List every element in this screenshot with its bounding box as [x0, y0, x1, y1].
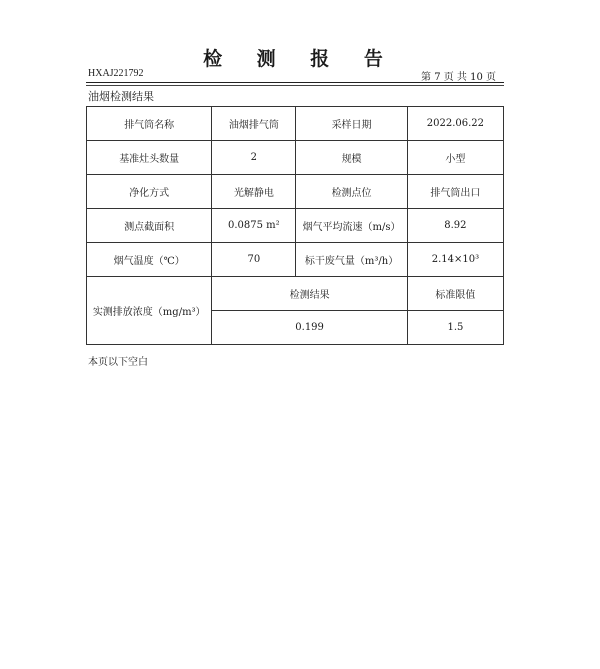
- table-cell: 0.0875 m²: [212, 209, 296, 243]
- table-cell: 测点截面积: [87, 209, 212, 243]
- table-row: [87, 107, 504, 141]
- header-rule-thick: [86, 82, 504, 83]
- limit-header-cell: 标准限值: [407, 277, 503, 311]
- header-rule-thin: [86, 85, 504, 86]
- table-cell: 2.14×10³: [407, 243, 503, 277]
- end-of-page-note: 本页以下空白: [88, 357, 148, 368]
- table-cell: 烟气温度（℃）: [87, 243, 212, 277]
- table-cell: 检测点位: [296, 175, 408, 209]
- table-row: [87, 209, 504, 243]
- table-cell: 小型: [407, 141, 503, 175]
- emission-label-cell: 实测排放浓度（mg/m³）: [87, 277, 212, 345]
- table-cell: 标干废气量（m³/h）: [296, 243, 408, 277]
- table-cell: 2: [212, 141, 296, 175]
- result-value-cell: 0.199: [212, 311, 407, 345]
- table-cell: 油烟排气筒: [212, 107, 296, 141]
- table-row: [87, 277, 504, 311]
- report-title: 检 测 报 告: [203, 48, 397, 70]
- table-cell: 净化方式: [87, 175, 212, 209]
- table-row: [87, 175, 504, 209]
- result-table: [86, 106, 504, 345]
- table-cell: 烟气平均流速（m/s）: [296, 209, 408, 243]
- table-cell: 排气筒名称: [87, 107, 212, 141]
- report-number: HXAJ221792: [88, 68, 144, 79]
- page-number: 第 7 页 共 10 页: [421, 72, 496, 83]
- section-title: 油烟检测结果: [88, 90, 154, 103]
- result-header-cell: 检测结果: [212, 277, 407, 311]
- table-row: [87, 243, 504, 277]
- table-cell: 规模: [296, 141, 408, 175]
- table-cell: 70: [212, 243, 296, 277]
- table-cell: 光解静电: [212, 175, 296, 209]
- limit-value-cell: 1.5: [407, 311, 503, 345]
- table-cell: 8.92: [407, 209, 503, 243]
- table-cell: 基准灶头数量: [87, 141, 212, 175]
- table-cell: 2022.06.22: [407, 107, 503, 141]
- table-row: [87, 141, 504, 175]
- table-cell: 排气筒出口: [407, 175, 503, 209]
- table-cell: 采样日期: [296, 107, 408, 141]
